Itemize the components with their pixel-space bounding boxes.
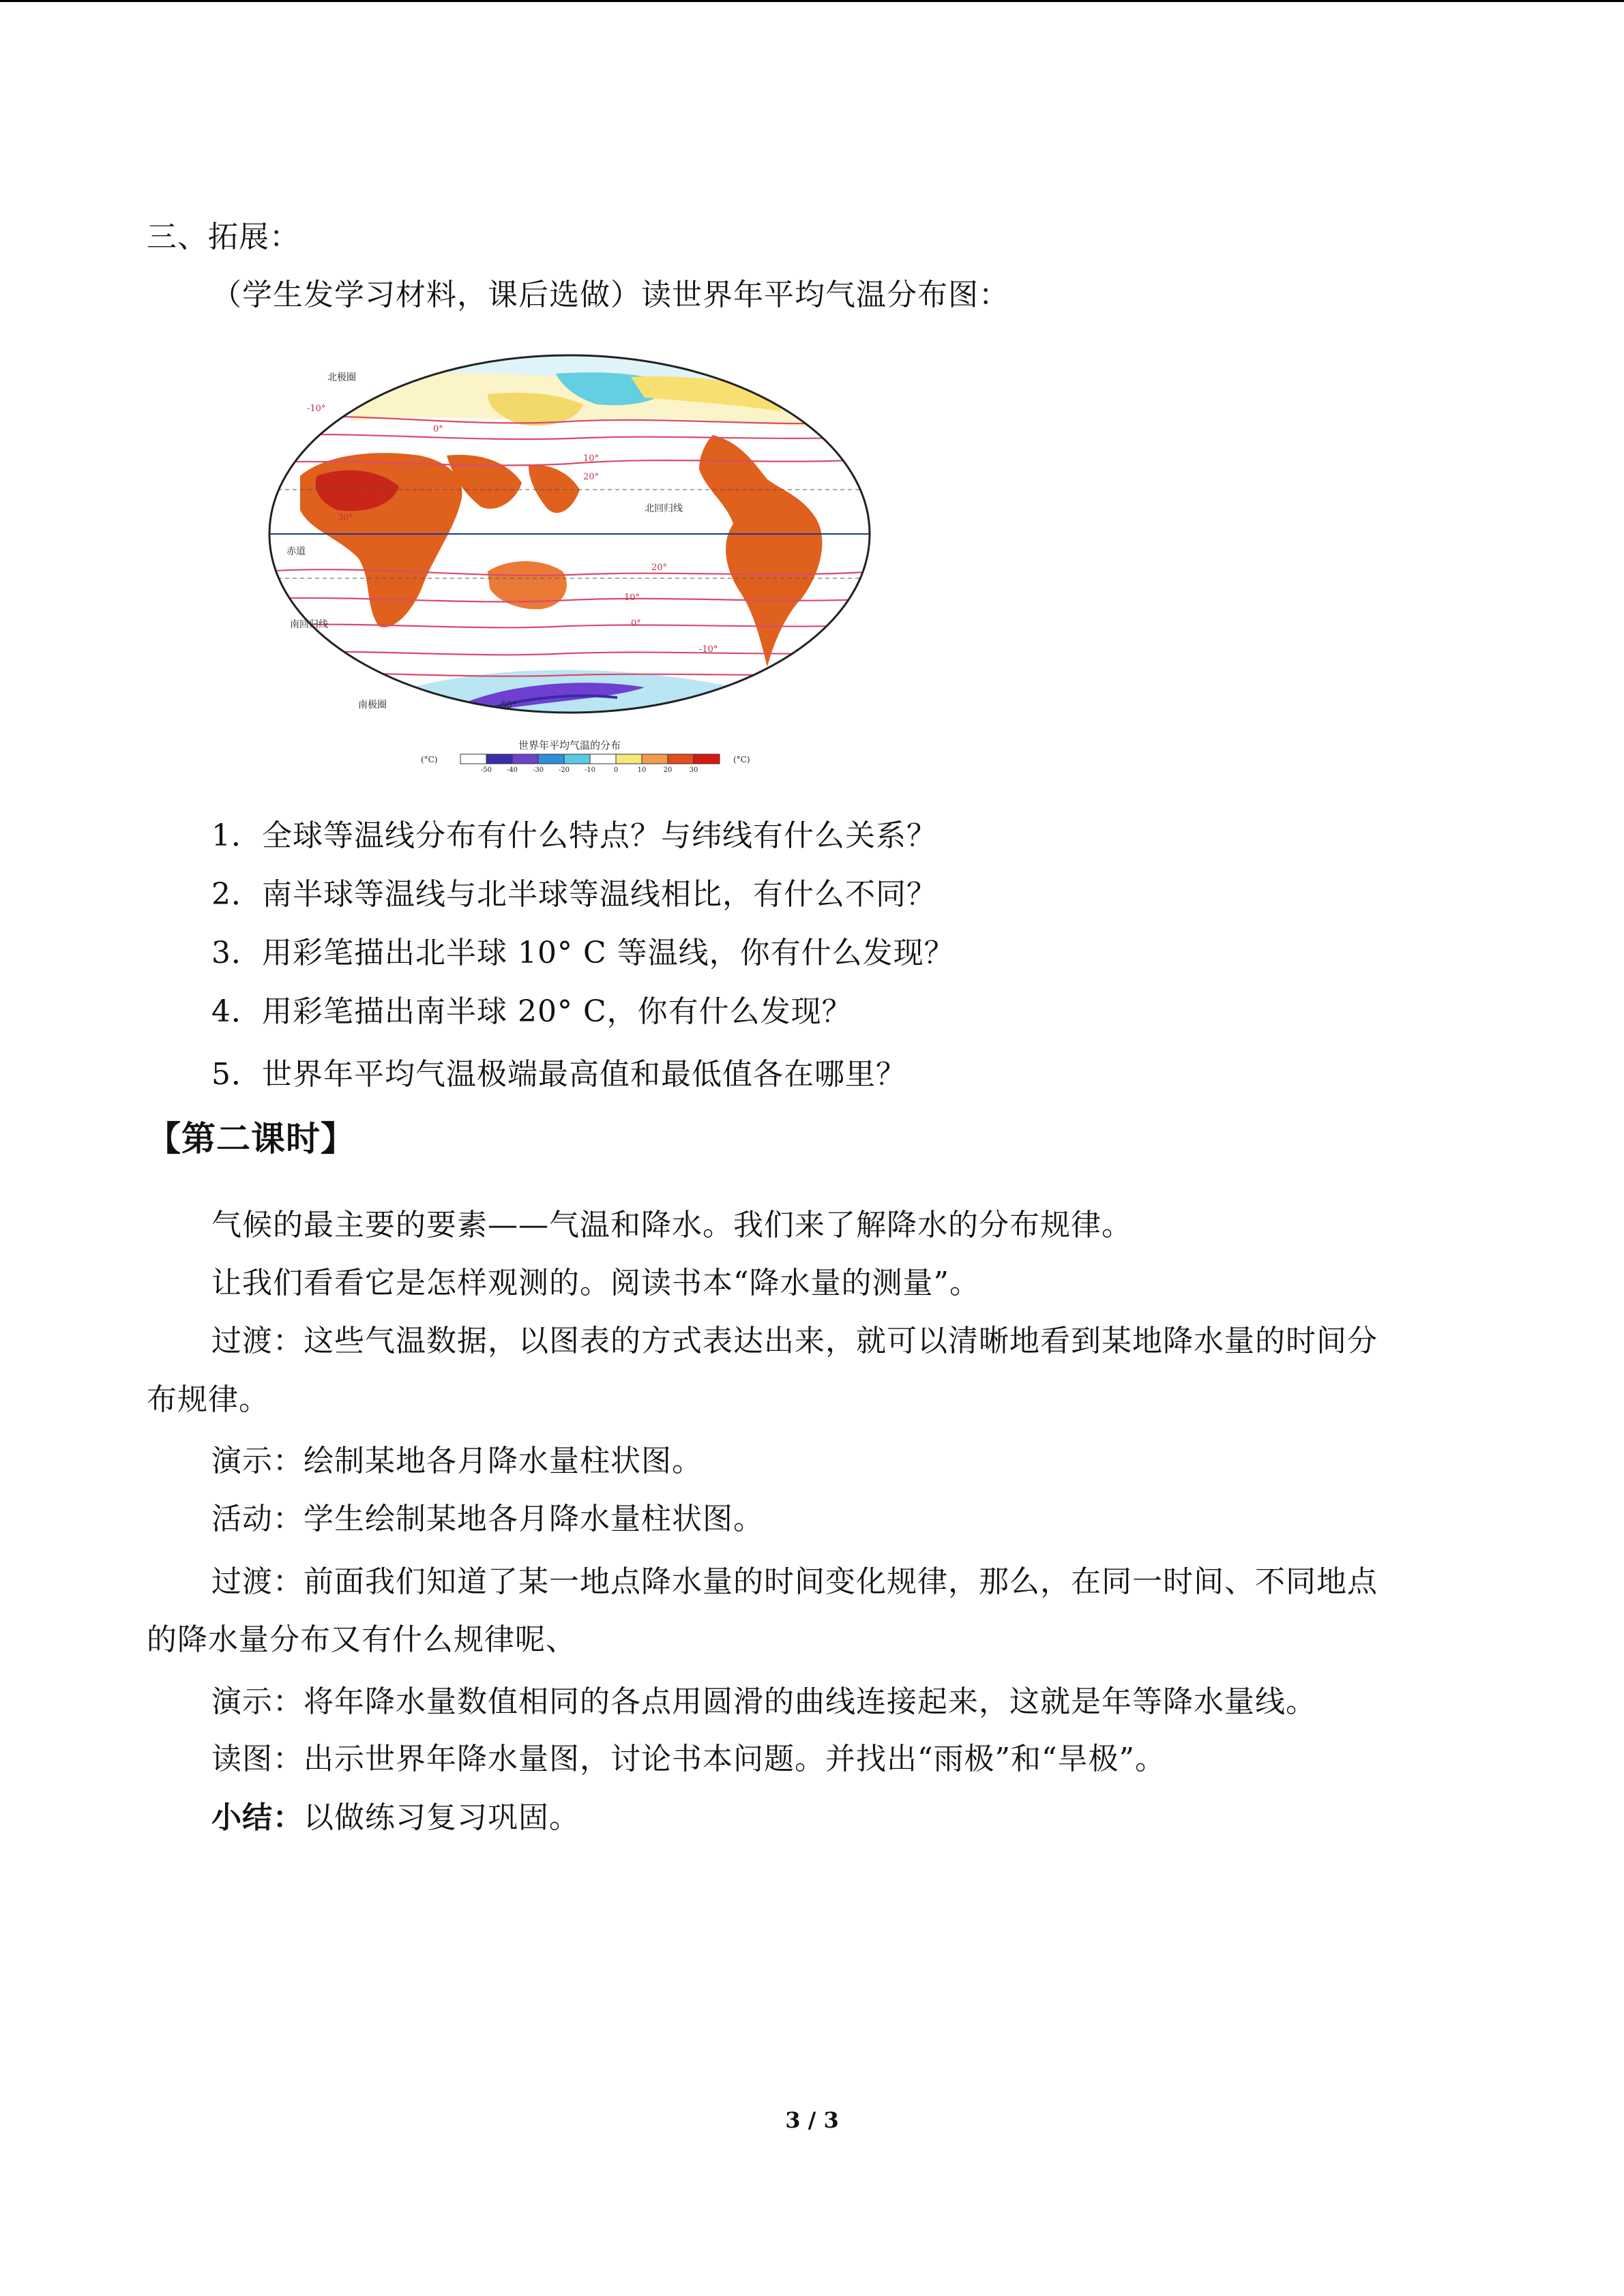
question-1: 1．全球等温线分布有什么特点？与纬线有什么关系？ [211, 818, 937, 853]
page-number: 3 / 3 [785, 2107, 839, 2133]
legend-tick-label: 20 [663, 766, 673, 774]
isotherm-label: 10° [624, 593, 640, 603]
lesson2-paragraph-3b: 布规律。 [147, 1382, 269, 1417]
legend-unit-left: (°C) [421, 755, 438, 764]
lesson2-heading: 【第二课时】 [147, 1118, 355, 1159]
lesson2-paragraph-6b: 的降水量分布又有什么规律呢、 [147, 1622, 576, 1657]
tropic-north-label: 北回归线 [645, 503, 683, 514]
legend-tick-label: -10 [584, 766, 596, 774]
isotherm-label: 10° [583, 453, 600, 464]
legend-tick-label: 10 [637, 766, 647, 774]
map-title: 世界年平均气温的分布 [518, 739, 621, 751]
isotherm-label: -50° [498, 700, 517, 711]
legend-swatch [694, 754, 720, 764]
legend-tick-label: -50 [480, 766, 492, 774]
lesson2-paragraph-8: 读图：出示世界年降水量图，讨论书本问题。并找出“雨极”和“旱极”。 [211, 1742, 1166, 1776]
legend-swatch [616, 754, 642, 764]
legend-unit-right: (°C) [733, 755, 750, 764]
tropic-south-label: 南回归线 [290, 619, 328, 630]
question-5: 5．世界年平均气温极端最高值和最低值各在哪里？ [211, 1057, 906, 1092]
summary-label: 小结： [211, 1800, 304, 1835]
equator-label: 赤道 [286, 546, 306, 557]
legend-tick-label: 0 [613, 766, 619, 774]
question-4: 4．用彩笔描出南半球 20° C，你有什么发现？ [211, 994, 853, 1029]
arctic-label: 北极圈 [327, 372, 356, 383]
isotherm-label: 0° [433, 424, 443, 434]
lesson2-paragraph-4: 演示：绘制某地各月降水量柱状图。 [211, 1444, 703, 1478]
lesson2-paragraph-7: 演示：将年降水量数值相同的各点用圆滑的曲线连接起来，这就是年等降水量线。 [211, 1684, 1316, 1719]
page-top-rule [0, 0, 1624, 2]
map-body [263, 353, 876, 735]
legend-swatch [642, 754, 668, 764]
lesson2-paragraph-2: 让我们看看它是怎样观测的。阅读书本“降水量的测量”。 [211, 1266, 980, 1300]
legend-swatch [460, 754, 486, 764]
section-heading-expand: 三、拓展： [147, 220, 300, 254]
isotherm-label: -10° [699, 644, 718, 655]
legend-swatch [538, 754, 564, 764]
legend-tick-label: -40 [506, 766, 518, 774]
world-temperature-map [263, 353, 876, 775]
legend-tick-label: -20 [558, 766, 570, 774]
temperature-legend [421, 754, 750, 774]
legend-tick-label: 30 [689, 766, 698, 774]
legend-swatch [486, 754, 512, 764]
legend-swatch [564, 754, 590, 764]
isotherm-label: 20° [583, 472, 600, 482]
legend-swatch [590, 754, 616, 764]
isotherm-label: -10° [307, 404, 326, 414]
question-3: 3．用彩笔描出北半球 10° C 等温线，你有什么发现？ [211, 936, 955, 970]
intro-text: （学生发学习材料，课后选做）读世界年平均气温分布图： [211, 278, 1009, 312]
isotherm-label: 20° [651, 563, 668, 573]
lesson2-paragraph-6a: 过渡：前面我们知道了某一地点降水量的时间变化规律，那么，在同一时间、不同地点 [211, 1564, 1378, 1599]
isotherm-label: 30° [338, 513, 354, 523]
legend-swatch [512, 754, 538, 764]
lesson2-paragraph-1: 气候的最主要的要素——气温和降水。我们来了解降水的分布规律。 [211, 1208, 1132, 1242]
legend-swatch [668, 754, 694, 764]
lesson2-paragraph-5: 活动：学生绘制某地各月降水量柱状图。 [211, 1502, 764, 1536]
summary-text: 以做练习复习巩固。 [304, 1800, 580, 1835]
lesson2-paragraph-3a: 过渡：这些气温数据，以图表的方式表达出来，就可以清晰地看到某地降水量的时间分 [211, 1324, 1378, 1358]
antarctic-label: 南极圈 [358, 700, 387, 711]
isotherm-label: 0° [631, 618, 641, 629]
legend-tick-label: -30 [532, 766, 544, 774]
lesson2-summary [211, 1798, 580, 1838]
question-2: 2．南半球等温线与北半球等温线相比，有什么不同？ [211, 877, 937, 912]
